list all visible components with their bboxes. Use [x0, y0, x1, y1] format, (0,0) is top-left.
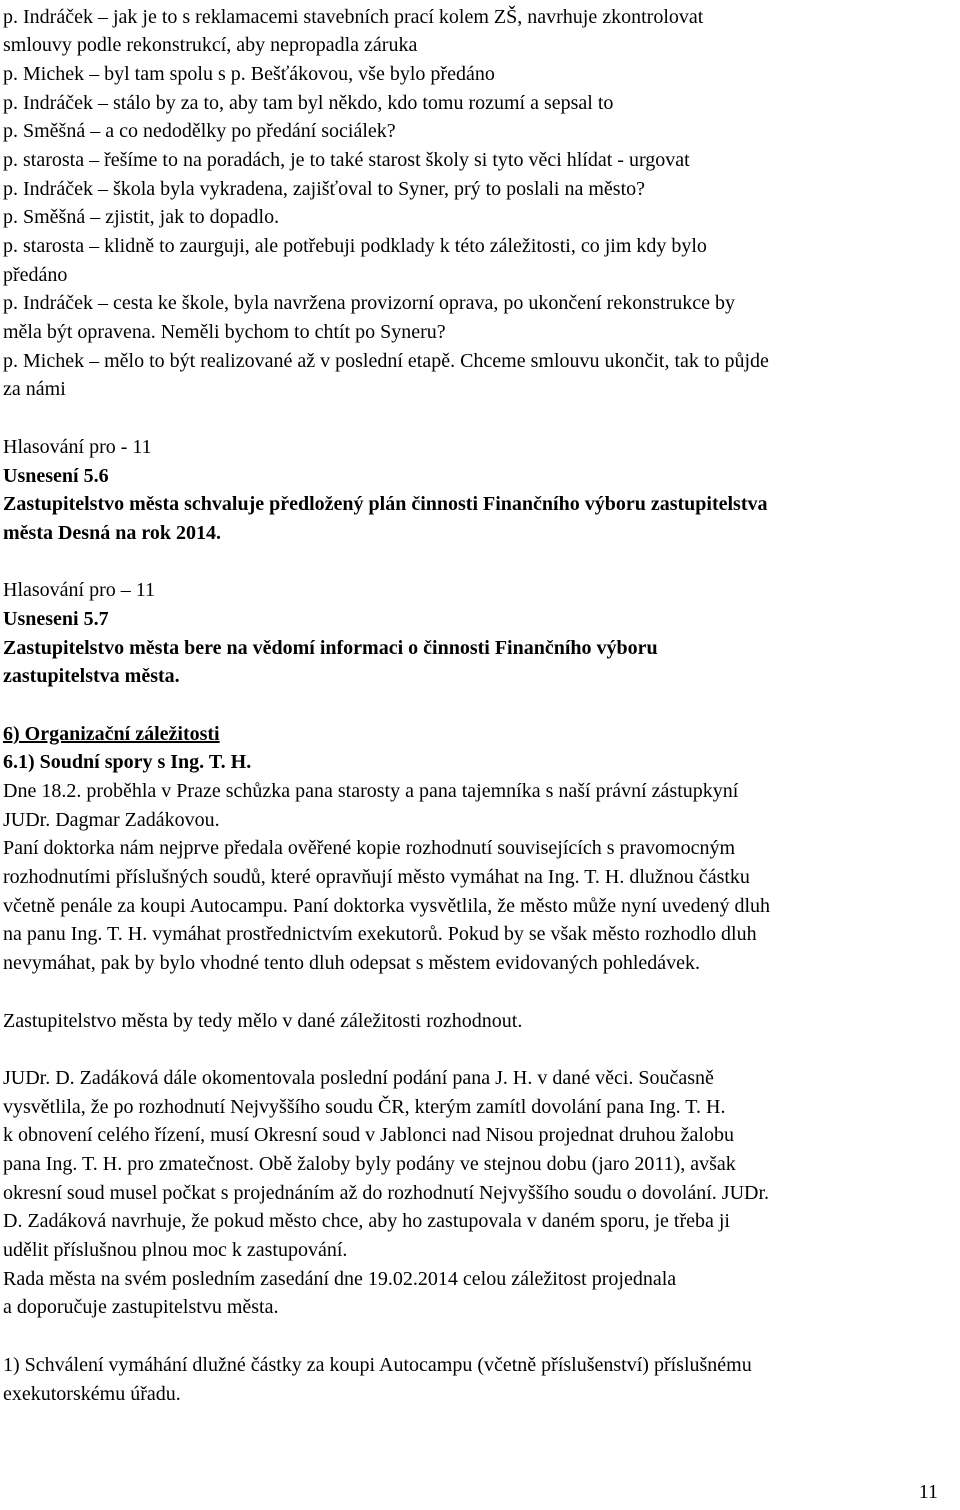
text-line: měla být opravena. Neměli bychom to chtít po Syneru? — [3, 321, 446, 343]
page-number: 11 — [918, 1481, 938, 1503]
text-line: na panu Ing. T. H. vymáhat prostřednictvím exekutorů. Pokud by se však město rozhodlo dluh — [3, 923, 757, 945]
resolution-heading: Usneseni 5.7 — [3, 608, 109, 630]
text-line: p. starosta – klidně to zaurguji, ale potřebuji podklady k této záležitosti, co jim kdy bylo — [3, 235, 707, 257]
text-line: a doporučuje zastupitelstvu města. — [3, 1296, 279, 1318]
text-line: rozhodnutími příslušných soudů, které opravňují město vymáhat na Ing. T. H. dlužnou částku — [3, 866, 750, 888]
text-line: p. Indráček – stálo by za to, aby tam byl někdo, kdo tomu rozumí a sepsal to — [3, 92, 614, 114]
text-line: p. starosta – řešíme to na poradách, je to také starost školy si tyto věci hlídat - urgovat — [3, 149, 690, 171]
resolution-text: Zastupitelstvo města schvaluje předložený plán činnosti Finančního výboru zastupitelstva — [3, 493, 768, 515]
text-line: exekutorskému úřadu. — [3, 1383, 181, 1405]
text-line: vysvětlila, že po rozhodnutí Nejvyššího soudu ČR, kterým zamítl dovolání pana Ing. T. H. — [3, 1096, 726, 1118]
text-line: okresní soud musel počkat s projednáním až do rozhodnutí Nejvyššího soudu o dovolání. JUDr. — [3, 1182, 770, 1204]
text-line: předáno — [3, 264, 68, 286]
text-line: p. Směšná – zjistit, jak to dopadlo. — [3, 206, 280, 228]
section-heading: 6) Organizační záležitosti — [3, 723, 220, 745]
text-line: za námi — [3, 378, 66, 400]
text-line: Dne 18.2. proběhla v Praze schůzka pana starosty a pana tajemníka s naší právní zástupkyní — [3, 780, 739, 802]
text-line: p. Michek – mělo to být realizované až v poslední etapě. Chceme smlouvu ukončit, tak to půjde — [3, 350, 769, 372]
vote-result: Hlasování pro – 11 — [3, 579, 156, 601]
text-line: Rada města na svém posledním zasedání dne 19.02.2014 celou záležitost projednala — [3, 1268, 677, 1290]
text-line: udělit příslušnou plnou moc k zastupování. — [3, 1239, 348, 1261]
text-line: p. Indráček – jak je to s reklamacemi stavebních prací kolem ZŠ, navrhuje zkontrolovat — [3, 6, 704, 28]
resolution-heading: Usnesení 5.6 — [3, 465, 109, 487]
text-line: k obnovení celého řízení, musí Okresní soud v Jablonci nad Nisou projednat druhou žalobu — [3, 1124, 734, 1146]
resolution-text: města Desná na rok 2014. — [3, 522, 221, 544]
resolution-text: Zastupitelstvo města bere na vědomí informaci o činnosti Finančního výboru — [3, 637, 658, 659]
text-line: Zastupitelstvo města by tedy mělo v dané záležitosti rozhodnout. — [3, 1010, 523, 1032]
text-line: 1) Schválení vymáhání dlužné částky za koupi Autocampu (včetně příslušenství) příslušnému — [3, 1354, 752, 1376]
text-line: JUDr. Dagmar Zadákovou. — [3, 809, 220, 831]
text-line: JUDr. D. Zadáková dále okomentovala poslední podání pana J. H. v dané věci. Současně — [3, 1067, 714, 1089]
text-line: D. Zadáková navrhuje, že pokud město chce, aby ho zastupovala v daném sporu, je třeba ji — [3, 1210, 730, 1232]
subsection-heading: 6.1) Soudní spory s Ing. T. H. — [3, 751, 252, 773]
text-line: p. Indráček – škola byla vykradena, zajišťoval to Syner, prý to poslali na město? — [3, 178, 646, 200]
text-line: smlouvy podle rekonstrukcí, aby nepropadla záruka — [3, 34, 418, 56]
text-line: včetně penále za koupi Autocampu. Paní doktorka vysvětlila, že město může nyní uvedený dluh — [3, 895, 771, 917]
text-line: p. Indráček – cesta ke škole, byla navržena provizorní oprava, po ukončení rekonstrukce by — [3, 292, 735, 314]
text-line: p. Směšná – a co nedodělky po předání sociálek? — [3, 120, 396, 142]
resolution-text: zastupitelstva města. — [3, 665, 180, 687]
text-line: nevymáhat, pak by bylo vhodné tento dluh odepsat s městem evidovaných pohledávek. — [3, 952, 701, 974]
text-line: Paní doktorka nám nejprve předala ověřené kopie rozhodnutí souvisejících s pravomocným — [3, 837, 736, 859]
text-line: p. Michek – byl tam spolu s p. Bešťákovou, vše bylo předáno — [3, 63, 495, 85]
vote-result: Hlasování pro - 11 — [3, 436, 152, 458]
text-line: pana Ing. T. H. pro zmatečnost. Obě žaloby byly podány ve stejnou dobu (jaro 2011), avšak — [3, 1153, 736, 1175]
